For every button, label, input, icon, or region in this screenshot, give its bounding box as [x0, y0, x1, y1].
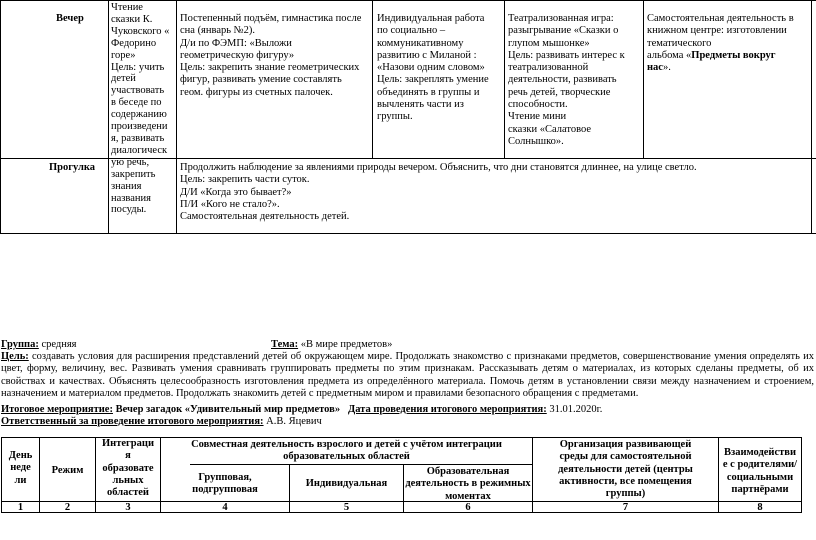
- col-number-5: 5: [343, 502, 350, 513]
- goal-paragraph: [1, 351, 814, 401]
- walk-label: Прогулка: [49, 162, 96, 173]
- group-value: средняя: [38, 339, 77, 350]
- independent-suffix: ».: [662, 62, 671, 74]
- responsible-line: [1, 416, 816, 428]
- theme-line: [271, 339, 392, 351]
- final-date-label: Дата проведения итогового мероприятия:: [347, 404, 547, 415]
- goal-text: создавать условия для расширения представлений детей об окружающем мире. Продолжать знакомство с признаками предметов, совершенствование умения определять их цвет, форму, величину, вес. Развивать умения сравнивать группировать предметы по этим признакам. Рассказывать детям о материалах, из которых сделаны предметы, об их свойствах и качествах. Объяснять целесообразность изготовления предмета из определённого материала. Помочь детям в установлении связи между назначением и строением, назначением и материалом предметов. Продолжать знакомить детей с предметным миром и правилами безопасного обращения с предметами.: [1, 351, 814, 400]
- header-day: День неде ли: [8, 450, 33, 486]
- col-number-8: 8: [757, 502, 763, 513]
- header-mode: Режим: [51, 465, 84, 476]
- col-number-6: 6: [465, 502, 471, 513]
- evening-theatre-cell: Театрализованная игра: разыгрывание «Сказки о глупом мышонке» Цель: развивать интерес к театрализованной деятельности, развивать речь детей, творческие способности. Чтение мини сказки «Салатовое Солнышко».: [508, 13, 625, 147]
- col-number-4: 4: [222, 502, 228, 513]
- final-event-label: Итоговое мероприятие:: [1, 404, 113, 415]
- header-joint-activity: Совместная деятельность взрослого и детей с учётом интеграции образовательных областей: [191, 439, 502, 463]
- final-date-value: 31.01.2020г.: [546, 404, 603, 415]
- goal-label: Цель:: [1, 351, 29, 362]
- independent-bold: Предметы вокруг нас: [647, 49, 776, 74]
- independent-prefix: Самостоятельная деятельность в книжном центре: изготовлении тематического альбома «: [647, 13, 794, 61]
- walk-cell: Продолжить наблюдение за явлениями природы вечером. Объяснить, что дни становятся длиннее, на улице светло. Цель: закрепить части суток. Д/И «Когда это бывает?» П/И «Кого не стало?». Самостоятельная деятельность детей.: [180, 162, 697, 223]
- evening-label: Вечер: [56, 13, 84, 24]
- group-label: Группа:: [1, 339, 39, 350]
- theme-label: Тема:: [271, 339, 299, 350]
- theme-value: «В мире предметов»: [298, 339, 393, 350]
- group-line: [1, 339, 816, 351]
- header-integration: Интеграци я образовате льных областей: [102, 438, 154, 499]
- header-individual: Индивидуальная: [305, 478, 388, 489]
- header-environment: Организация развивающей среды для самостоятельной деятельности детей (центры активности, все помещения группы): [558, 439, 693, 500]
- header-parents: Взаимодействи е с родителями/ социальными партнёрами: [722, 447, 798, 495]
- responsible-value: А.В. Яцевич: [263, 416, 322, 427]
- col-number-3: 3: [125, 502, 131, 513]
- header-regime: Образовательная деятельность в режимных моментах: [405, 466, 531, 502]
- evening-independent-cell: [647, 13, 809, 74]
- evening-individual-cell: Индивидуальная работа по социально – коммуникативному развитию с Миланой : «Назови одним словом» Цель: закреплять умение объединять в группы и вычленять части из группы.: [377, 13, 489, 123]
- reading-activity-cell: Чтение сказки К. Чуковского « Федорино горе» Цель: учить детей участвовать в беседе по содержанию произведени я, развивать диалогическ ую речь, закрепить знания названия посуды.: [111, 2, 170, 216]
- col-number-1: 1: [17, 502, 24, 513]
- final-event-value: Вечер загадок «Удивительный мир предметов»: [112, 404, 341, 415]
- evening-group-cell: Постепенный подъём, гимнастика после сна (январь №2). Д/и по ФЭМП: «Выложи геометрическую фигуру» Цель: закрепить знание геометрических фигур, развивать умение составлять геом. фигуры из счетных палочек.: [180, 13, 362, 98]
- header-group: Групповая, подгрупповая: [192, 472, 258, 496]
- responsible-label: Ответственный за проведение итогового мероприятия:: [1, 416, 264, 427]
- col-number-7: 7: [622, 502, 629, 513]
- col-number-2: 2: [64, 502, 71, 513]
- final-event-line: [1, 404, 816, 416]
